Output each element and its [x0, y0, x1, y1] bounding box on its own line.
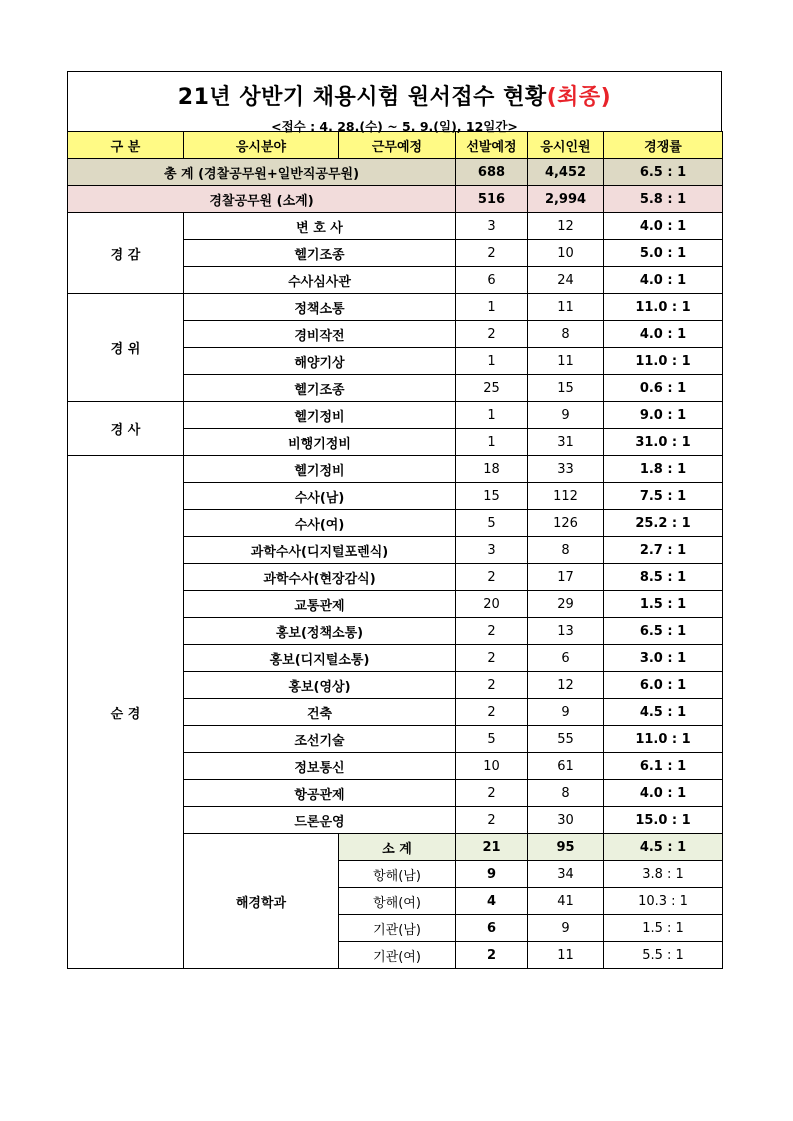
maritime-planned: 4	[456, 888, 528, 915]
field-cell: 수사심사관	[184, 267, 456, 294]
field-cell: 홍보(정책소통)	[184, 618, 456, 645]
group-name: 순 경	[68, 456, 184, 969]
applicants-cell: 8	[528, 780, 604, 807]
applicants-cell: 112	[528, 483, 604, 510]
status-table	[67, 131, 723, 969]
header-planned: 선발예정	[456, 132, 528, 159]
planned-cell: 2	[456, 645, 528, 672]
recruitment-status-document	[67, 71, 722, 969]
planned-cell: 1	[456, 402, 528, 429]
planned-cell: 2	[456, 240, 528, 267]
ratio-cell: 11.0 : 1	[604, 294, 723, 321]
total-applicants: 4,452	[528, 159, 604, 186]
field-cell: 항공관제	[184, 780, 456, 807]
ratio-cell: 9.0 : 1	[604, 402, 723, 429]
ratio-cell: 4.0 : 1	[604, 321, 723, 348]
maritime-planned: 6	[456, 915, 528, 942]
total-row	[68, 159, 723, 186]
planned-cell: 5	[456, 510, 528, 537]
ratio-cell: 25.2 : 1	[604, 510, 723, 537]
planned-cell: 20	[456, 591, 528, 618]
header-row	[68, 132, 723, 159]
planned-cell: 1	[456, 429, 528, 456]
maritime-applicants: 34	[528, 861, 604, 888]
ratio-cell: 4.0 : 1	[604, 780, 723, 807]
subtitle: <접수 : 4. 28.(수) ~ 5. 9.(일), 12일간>	[271, 119, 518, 134]
maritime-label: 기관(여)	[339, 942, 456, 969]
planned-cell: 2	[456, 699, 528, 726]
applicants-cell: 13	[528, 618, 604, 645]
applicants-cell: 8	[528, 537, 604, 564]
ratio-cell: 5.0 : 1	[604, 240, 723, 267]
title-main: 21년 상반기 채용시험 원서접수 현황	[177, 85, 547, 110]
maritime-applicants: 41	[528, 888, 604, 915]
header-workplace: 근무예정	[339, 132, 456, 159]
applicants-cell: 30	[528, 807, 604, 834]
field-cell: 드론운영	[184, 807, 456, 834]
applicants-cell: 55	[528, 726, 604, 753]
applicants-cell: 12	[528, 213, 604, 240]
ratio-cell: 31.0 : 1	[604, 429, 723, 456]
applicants-cell: 12	[528, 672, 604, 699]
planned-cell: 3	[456, 537, 528, 564]
applicants-cell: 17	[528, 564, 604, 591]
police-ratio: 5.8 : 1	[604, 186, 723, 213]
applicants-cell: 9	[528, 402, 604, 429]
police-planned: 516	[456, 186, 528, 213]
planned-cell: 2	[456, 618, 528, 645]
applicants-cell: 8	[528, 321, 604, 348]
maritime-name: 해경학과	[184, 834, 339, 969]
field-cell: 과학수사(현장감식)	[184, 564, 456, 591]
table-row	[68, 213, 723, 240]
subtotal-ratio: 4.5 : 1	[604, 834, 723, 861]
page-title	[68, 72, 721, 111]
applicants-cell: 61	[528, 753, 604, 780]
planned-cell: 18	[456, 456, 528, 483]
table-row	[68, 456, 723, 483]
field-cell: 해양기상	[184, 348, 456, 375]
ratio-cell: 6.0 : 1	[604, 672, 723, 699]
maritime-ratio: 1.5 : 1	[604, 915, 723, 942]
maritime-applicants: 9	[528, 915, 604, 942]
title-box	[67, 71, 722, 134]
total-ratio: 6.5 : 1	[604, 159, 723, 186]
field-cell: 경비작전	[184, 321, 456, 348]
planned-cell: 2	[456, 672, 528, 699]
planned-cell: 3	[456, 213, 528, 240]
maritime-ratio: 10.3 : 1	[604, 888, 723, 915]
ratio-cell: 15.0 : 1	[604, 807, 723, 834]
header-applicants: 응시인원	[528, 132, 604, 159]
table-row	[68, 294, 723, 321]
ratio-cell: 4.0 : 1	[604, 267, 723, 294]
planned-cell: 2	[456, 780, 528, 807]
table-row	[68, 402, 723, 429]
planned-cell: 2	[456, 564, 528, 591]
field-cell: 교통관제	[184, 591, 456, 618]
ratio-cell: 11.0 : 1	[604, 726, 723, 753]
maritime-label: 항해(여)	[339, 888, 456, 915]
applicants-cell: 9	[528, 699, 604, 726]
applicants-cell: 10	[528, 240, 604, 267]
planned-cell: 2	[456, 321, 528, 348]
field-cell: 헬기정비	[184, 402, 456, 429]
total-label: 총 계 (경찰공무원+일반직공무원)	[68, 159, 456, 186]
ratio-cell: 3.0 : 1	[604, 645, 723, 672]
applicants-cell: 29	[528, 591, 604, 618]
subtotal-label: 소 계	[339, 834, 456, 861]
maritime-planned: 2	[456, 942, 528, 969]
ratio-cell: 6.1 : 1	[604, 753, 723, 780]
applicants-cell: 33	[528, 456, 604, 483]
header-ratio: 경쟁률	[604, 132, 723, 159]
field-cell: 수사(여)	[184, 510, 456, 537]
applicants-cell: 11	[528, 294, 604, 321]
planned-cell: 25	[456, 375, 528, 402]
maritime-planned: 9	[456, 861, 528, 888]
ratio-cell: 1.8 : 1	[604, 456, 723, 483]
field-cell: 수사(남)	[184, 483, 456, 510]
applicants-cell: 6	[528, 645, 604, 672]
ratio-cell: 7.5 : 1	[604, 483, 723, 510]
applicants-cell: 31	[528, 429, 604, 456]
ratio-cell: 4.5 : 1	[604, 699, 723, 726]
maritime-applicants: 11	[528, 942, 604, 969]
field-cell: 건축	[184, 699, 456, 726]
field-cell: 홍보(디지털소통)	[184, 645, 456, 672]
field-cell: 홍보(영상)	[184, 672, 456, 699]
header-category: 구 분	[68, 132, 184, 159]
group-name: 경 사	[68, 402, 184, 456]
planned-cell: 5	[456, 726, 528, 753]
field-cell: 헬기조종	[184, 375, 456, 402]
ratio-cell: 8.5 : 1	[604, 564, 723, 591]
ratio-cell: 6.5 : 1	[604, 618, 723, 645]
planned-cell: 15	[456, 483, 528, 510]
subtotal-planned: 21	[456, 834, 528, 861]
maritime-ratio: 3.8 : 1	[604, 861, 723, 888]
police-applicants: 2,994	[528, 186, 604, 213]
planned-cell: 10	[456, 753, 528, 780]
police-subtotal-row	[68, 186, 723, 213]
field-cell: 헬기정비	[184, 456, 456, 483]
ratio-cell: 0.6 : 1	[604, 375, 723, 402]
planned-cell: 1	[456, 294, 528, 321]
ratio-cell: 1.5 : 1	[604, 591, 723, 618]
police-label: 경찰공무원 (소계)	[68, 186, 456, 213]
applicants-cell: 15	[528, 375, 604, 402]
planned-cell: 6	[456, 267, 528, 294]
group-name: 경 위	[68, 294, 184, 402]
title-highlight: (최종)	[546, 85, 612, 110]
planned-cell: 2	[456, 807, 528, 834]
ratio-cell: 2.7 : 1	[604, 537, 723, 564]
header-field: 응시분야	[184, 132, 339, 159]
total-planned: 688	[456, 159, 528, 186]
applicants-cell: 11	[528, 348, 604, 375]
field-cell: 정책소통	[184, 294, 456, 321]
field-cell: 과학수사(디지털포렌식)	[184, 537, 456, 564]
ratio-cell: 11.0 : 1	[604, 348, 723, 375]
maritime-label: 항해(남)	[339, 861, 456, 888]
planned-cell: 1	[456, 348, 528, 375]
field-cell: 변 호 사	[184, 213, 456, 240]
maritime-ratio: 5.5 : 1	[604, 942, 723, 969]
field-cell: 비행기정비	[184, 429, 456, 456]
field-cell: 조선기술	[184, 726, 456, 753]
subtotal-applicants: 95	[528, 834, 604, 861]
maritime-label: 기관(남)	[339, 915, 456, 942]
applicants-cell: 126	[528, 510, 604, 537]
group-name: 경 감	[68, 213, 184, 294]
field-cell: 정보통신	[184, 753, 456, 780]
applicants-cell: 24	[528, 267, 604, 294]
ratio-cell: 4.0 : 1	[604, 213, 723, 240]
field-cell: 헬기조종	[184, 240, 456, 267]
